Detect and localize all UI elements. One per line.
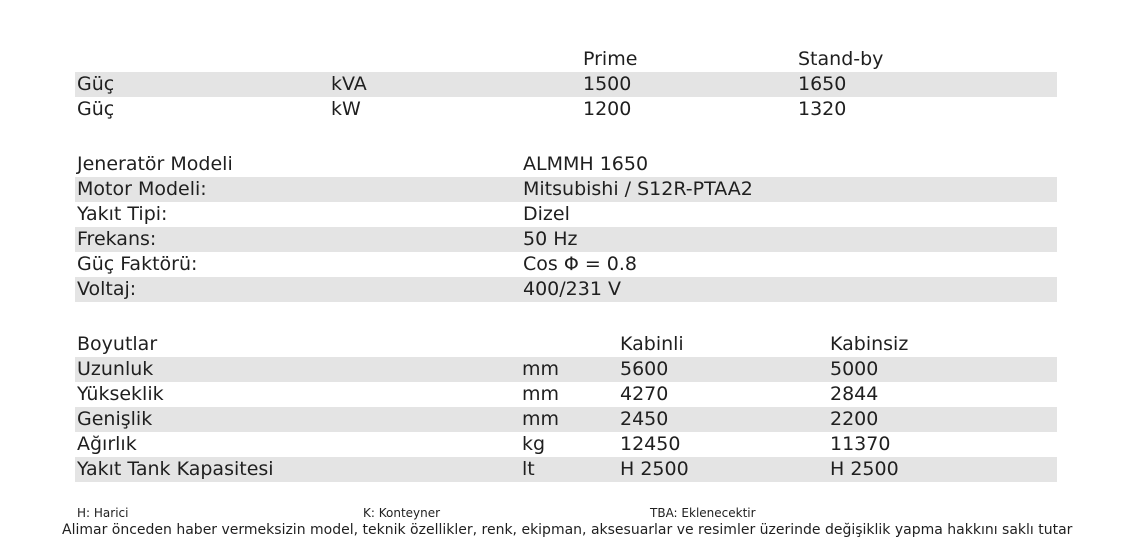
spec-label: Yakıt Tipi:: [77, 203, 168, 225]
spec-row: [75, 202, 1057, 227]
power-label: Güç: [77, 73, 115, 95]
spec-row: [75, 252, 1057, 277]
dimension-unit: kg: [522, 433, 546, 455]
power-row: [75, 72, 1057, 97]
dimension-cabin-value: 4270: [620, 383, 669, 405]
spec-label: Frekans:: [77, 228, 157, 250]
dimension-label: Ağırlık: [77, 433, 137, 455]
dimension-unit: mm: [522, 358, 560, 380]
power-unit: kW: [331, 98, 361, 120]
dimension-unit: lt: [522, 458, 535, 480]
spec-row: [75, 277, 1057, 302]
power-standby-value: 1650: [798, 73, 847, 95]
dimension-row: [75, 432, 1057, 457]
spec-value: Dizel: [523, 203, 570, 225]
dimension-nocabin-value: 2200: [830, 408, 879, 430]
note-harici: H: Harici: [77, 506, 129, 520]
dimension-cabin-value: H 2500: [620, 458, 689, 480]
dimension-label: Yükseklik: [77, 383, 164, 405]
dimension-label: Yakıt Tank Kapasitesi: [77, 458, 274, 480]
dimension-row: [75, 457, 1057, 482]
cabin-header: Kabinli: [620, 333, 684, 355]
spec-row: [75, 152, 1057, 177]
spec-label: Motor Modeli:: [77, 178, 207, 200]
standby-header: Stand-by: [798, 48, 884, 70]
power-unit: kVA: [331, 73, 367, 95]
dimension-nocabin-value: H 2500: [830, 458, 899, 480]
disclaimer-text: Alimar önceden haber vermeksizin model, teknik özellikler, renk, ekipman, aksesuarlar ve resimler üzerinde değişiklik yapma hakkını saklı tutar: [62, 522, 1073, 538]
spec-label: Jeneratör Modeli: [77, 153, 233, 175]
nocabin-header: Kabinsiz: [830, 333, 909, 355]
dimension-cabin-value: 2450: [620, 408, 669, 430]
spec-value: 400/231 V: [523, 278, 621, 300]
dimension-label: Uzunluk: [77, 358, 154, 380]
dimension-row: [75, 382, 1057, 407]
power-prime-value: 1500: [583, 73, 632, 95]
dimension-cabin-value: 5600: [620, 358, 669, 380]
dimensions-title: Boyutlar: [77, 333, 158, 355]
power-label: Güç: [77, 98, 115, 120]
dimension-unit: mm: [522, 383, 560, 405]
dimensions-header-row: [75, 332, 1057, 357]
dimension-label: Genişlik: [77, 408, 153, 430]
legend-notes: [0, 505, 1132, 521]
dimension-row: [75, 357, 1057, 382]
dimension-row: [75, 407, 1057, 432]
spec-label: Voltaj:: [77, 278, 137, 300]
spec-value: 50 Hz: [523, 228, 578, 250]
spec-row: [75, 177, 1057, 202]
spec-row: [75, 227, 1057, 252]
spec-value: Mitsubishi / S12R-PTAA2: [523, 178, 753, 200]
power-prime-value: 1200: [583, 98, 632, 120]
spec-value: Cos Φ = 0.8: [523, 253, 637, 275]
spec-label: Güç Faktörü:: [77, 253, 198, 275]
prime-header: Prime: [583, 48, 638, 70]
power-row: [75, 97, 1057, 122]
dimension-nocabin-value: 5000: [830, 358, 879, 380]
note-tba: TBA: Eklenecektir: [650, 506, 756, 520]
power-header-row: [75, 47, 1057, 72]
dimension-nocabin-value: 2844: [830, 383, 879, 405]
note-konteyner: K: Konteyner: [363, 506, 441, 520]
dimension-nocabin-value: 11370: [830, 433, 891, 455]
spec-value: ALMMH 1650: [523, 153, 649, 175]
dimension-cabin-value: 12450: [620, 433, 681, 455]
dimension-unit: mm: [522, 408, 560, 430]
power-standby-value: 1320: [798, 98, 847, 120]
